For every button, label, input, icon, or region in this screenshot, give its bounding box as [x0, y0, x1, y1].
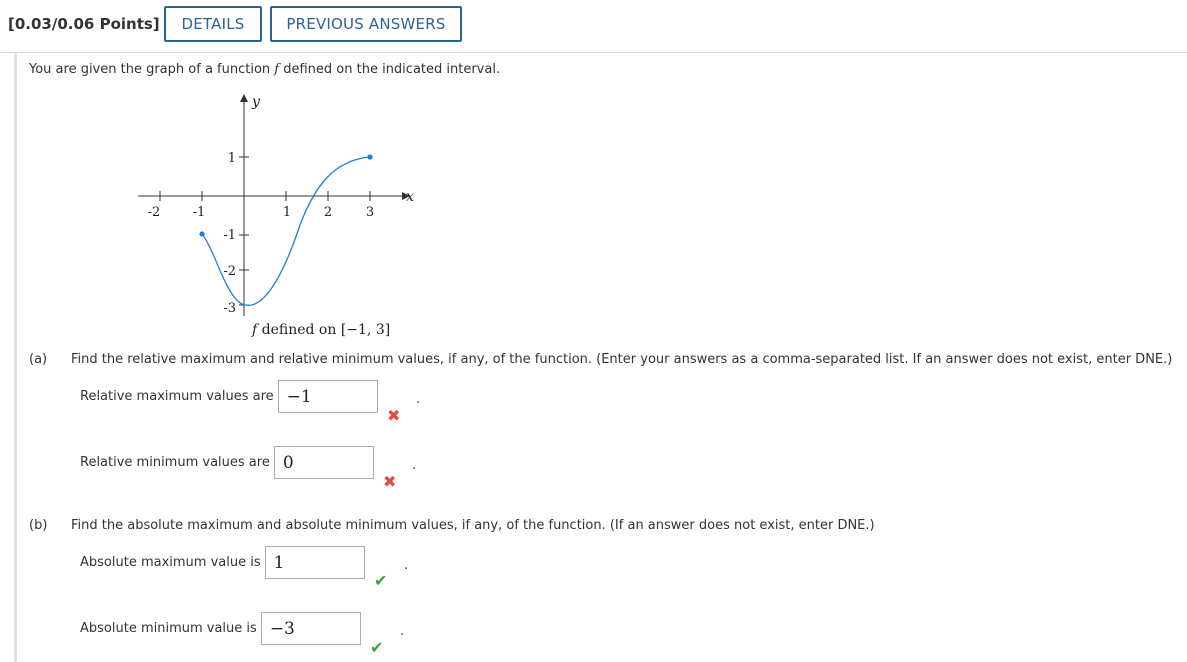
- curve-end-endpoint: [367, 154, 372, 159]
- relative-min-row: [80, 446, 374, 479]
- correct-checkmark-icon: ✔: [370, 638, 384, 657]
- absolute-max-input[interactable]: 1: [265, 546, 365, 579]
- y-axis-arrow-icon: [240, 94, 248, 102]
- period: .: [400, 624, 405, 639]
- function-name: f: [274, 62, 280, 77]
- x-axis-label: x: [406, 189, 414, 205]
- content-left-border: [14, 53, 17, 662]
- absolute-min-row: [80, 612, 361, 645]
- part-b-label: (b): [29, 518, 48, 533]
- curve-start-endpoint: [199, 231, 204, 236]
- intro-text: You are given the graph of a function f defined on the indicated interval.: [29, 62, 501, 77]
- absolute-max-row: [80, 546, 365, 579]
- y-tick-label: -3: [223, 301, 236, 316]
- period: .: [404, 558, 409, 573]
- graph-caption: f defined on [−1, 3]: [252, 322, 391, 338]
- y-tick-label: -1: [223, 228, 236, 243]
- relative-min-label: Relative minimum values are: [80, 455, 270, 470]
- x-tick-label: 2: [323, 205, 333, 220]
- relative-max-input[interactable]: −1: [278, 380, 378, 413]
- absolute-min-label: Absolute minimum value is: [80, 621, 257, 636]
- correct-checkmark-icon: ✔: [374, 571, 388, 590]
- question-header: [0, 0, 1187, 53]
- x-tick-label: 1: [282, 205, 292, 220]
- part-a-question: Find the relative maximum and relative minimum values, if any, of the function. (Enter your answers as a comma-separated list. If an answer does not exist, enter DNE.): [71, 352, 1173, 367]
- period: .: [416, 392, 421, 407]
- absolute-min-input[interactable]: −3: [261, 612, 361, 645]
- incorrect-icon: ✖: [387, 406, 401, 425]
- details-button[interactable]: DETAILS: [164, 6, 262, 42]
- x-tick-label: 3: [365, 205, 375, 220]
- relative-min-input[interactable]: 0: [274, 446, 374, 479]
- part-a-label: (a): [29, 352, 48, 367]
- x-tick-label: -2: [147, 205, 161, 220]
- x-tick-label: -1: [192, 205, 206, 220]
- relative-max-label: Relative maximum values are: [80, 389, 274, 404]
- function-graph: [130, 90, 430, 325]
- y-axis-label: y: [252, 94, 260, 110]
- period: .: [412, 458, 417, 473]
- relative-max-row: [80, 380, 378, 413]
- incorrect-icon: ✖: [383, 472, 397, 491]
- part-b-question: Find the absolute maximum and absolute minimum values, if any, of the function. (If an answer does not exist, enter DNE.): [71, 518, 875, 533]
- y-tick-label: -2: [223, 264, 236, 279]
- previous-answers-button[interactable]: PREVIOUS ANSWERS: [270, 6, 462, 42]
- y-tick-label: 1: [227, 151, 236, 166]
- points-label: [0.03/0.06 Points]: [8, 15, 160, 33]
- absolute-max-label: Absolute maximum value is: [80, 555, 261, 570]
